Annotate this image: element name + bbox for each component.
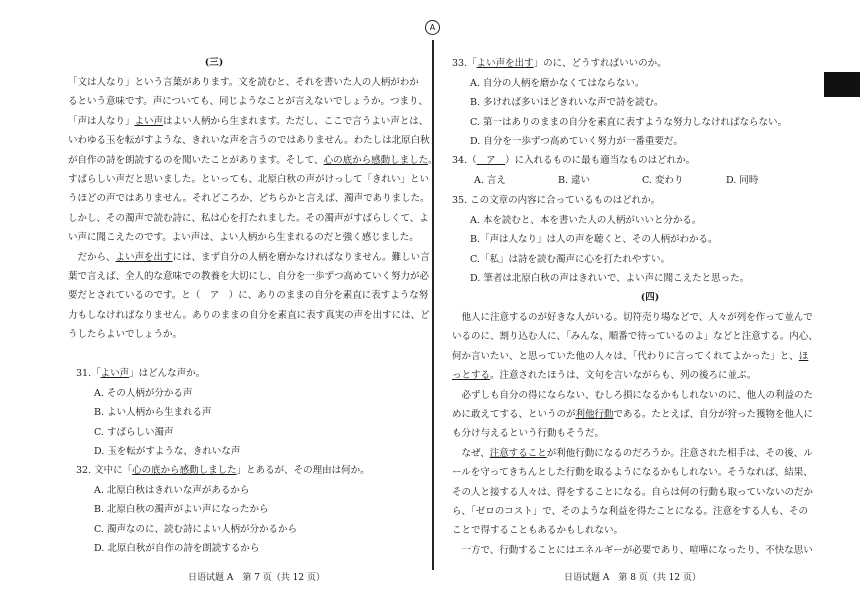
text-segment: 。 — [428, 154, 438, 166]
answer-option[interactable]: B. 北原白秋の濁声がよい声になったから — [94, 504, 269, 515]
passage-line: うしたらよいでしょうか。 — [68, 329, 183, 341]
answer-option[interactable]: B.「声は人なり」は人の声を聴くと、その人柄がわかる。 — [470, 234, 718, 245]
passage-line: 「文は人なり」という言葉があります。文を読むと、それを書いた人の人柄がわか — [68, 77, 419, 88]
text-segment: 35. この文章の内容に合っているものはどれか。 — [452, 195, 661, 206]
page-footer-left: 日语试题 A 第 7 页（共 12 页） — [188, 573, 325, 583]
passage-line — [68, 152, 438, 166]
question-stem — [452, 192, 660, 206]
passage-line: すばらしい声だと思いました。といっても、北原白秋の声がけっして「きれい」とい — [68, 174, 430, 185]
question-stem — [452, 55, 667, 69]
passage-line: 一方で、行動することにはエネルギーが必要であり、喧嘩になったり、不快な思い — [452, 544, 813, 556]
underlined-phrase: ほ — [798, 350, 809, 362]
answer-option[interactable]: D. 北原白秋が自作の詩を朗読するから — [94, 543, 260, 554]
text-segment: である。たとえば、自分が狩った獲物を他人に — [613, 409, 814, 420]
underlined-phrase: よい声 — [100, 368, 130, 379]
column-divider — [432, 40, 434, 570]
text-segment: には、まず自分の人柄を磨かなければなりません。難しい言 — [172, 251, 430, 263]
passage-line: いわゆる玉を転がすような、きれいな声を言うのではありません。わたしは北原白秋 — [68, 135, 430, 147]
text-segment: めに敢えてする、というのが — [452, 409, 576, 420]
text-segment: が利他行動になるのだろうか。注意された相手は、その後、ル — [546, 447, 813, 459]
passage-line: ことで得することもあるかもしれない。 — [452, 525, 624, 537]
answer-option[interactable]: D. 玉を転がすような、きれいな声 — [94, 446, 241, 457]
passage-line: ら、「ゼロのコスト」で、そのような利益を得たことになる。注意をする人も、その — [452, 506, 809, 517]
passage-line: その人と接する人々は、得をすることになる。自らは何の行動も取っていないのだか — [452, 486, 814, 498]
answer-option[interactable]: A. 北原白秋はきれいな声があるから — [94, 485, 250, 496]
answer-option[interactable]: C. 第一はありのままの自分を素直に表すような努力しなければならない。 — [470, 117, 787, 128]
answer-option[interactable]: B. 多ければ多いほどきれいな声で詩を読む。 — [470, 97, 664, 108]
passage-line: 他人に注意するのが好きな人がいる。切符売り場などで、人々が列を作って並んで — [452, 312, 813, 323]
answer-option[interactable]: C. 濁声なのに、読む詩によい人柄が分かるから — [94, 524, 297, 535]
underlined-phrase: ア — [476, 155, 506, 166]
passage-line — [68, 249, 430, 263]
passage-line — [68, 113, 428, 127]
underlined-phrase: 心の底から感動しました — [323, 154, 429, 166]
passage-line: 要だとされているのです。と（ ア ）に、ありのままの自分を素直に表すような努 — [68, 290, 429, 302]
answer-option[interactable]: A. その人柄が分かる声 — [94, 388, 193, 399]
text-segment: 「声は人なり」 — [68, 115, 135, 127]
question-stem — [76, 462, 370, 476]
text-segment: だから、 — [68, 251, 116, 263]
passage-line — [452, 445, 813, 459]
section-title-4: (四) — [640, 292, 660, 303]
answer-option[interactable]: B. 違い — [558, 175, 591, 186]
answer-option[interactable]: D. 自分を一歩ずつ高めていく努力が一番重要だ。 — [470, 136, 683, 147]
underlined-phrase: 利他行動 — [575, 409, 614, 420]
passage-line: いるのに、割り込む人に、「みんな、順番で待っているのよ」などと注意する。内心、 — [452, 331, 818, 343]
text-segment: なぜ、 — [452, 447, 490, 459]
paper-version-mark: A — [425, 20, 440, 35]
text-segment: 」のに、どうすればいいのか。 — [533, 58, 667, 69]
text-segment: が自作の詩を朗読するのを聞いたことがあります。そして、 — [68, 154, 324, 166]
underlined-phrase: 心の底から感動しました — [132, 465, 237, 476]
text-segment: 」とあるが、その理由は何か。 — [236, 465, 370, 476]
section-title-3: (三) — [204, 57, 224, 68]
passage-line — [452, 348, 808, 362]
text-segment: 」はどんな声か。 — [129, 368, 206, 379]
passage-line: 必ずしも自分の得にならない、むしろ損になるかもしれないのに、他人の利益のた — [452, 389, 814, 401]
page-footer-right: 日语试题 A 第 8 页（共 12 页） — [564, 573, 701, 583]
passage-line: しかし、その濁声で読む詩に、私は心を打たれました。その濁声がすばらしくて、よ — [68, 212, 429, 224]
question-stem — [76, 365, 205, 379]
underlined-phrase: 注意すること — [489, 447, 547, 459]
answer-option[interactable]: A. 自分の人柄を磨かなくてはならない。 — [470, 78, 645, 89]
underlined-phrase: よい声 — [134, 115, 164, 127]
passage-line: 葉で言えば、全人的な意味での教養を大切にし、自分を一歩ずつ高めていく努力が必 — [68, 271, 430, 282]
answer-option[interactable]: C. すばらしい濁声 — [94, 427, 174, 438]
underlined-phrase: よい声を出す — [476, 58, 534, 69]
passage-line: も分け与えるという行動もそうだ。 — [452, 428, 605, 440]
passage-line — [452, 406, 813, 420]
answer-option[interactable]: A. 本を読むと、本を書いた人の人柄がいいと分かる。 — [470, 215, 702, 226]
text-segment: ）に入れるものに最も適当なものはどれか。 — [505, 155, 696, 166]
text-segment: はよい人柄から生まれます。ただし、ここで言うよい声とは、 — [163, 115, 429, 127]
answer-option[interactable]: D. 同時 — [726, 175, 759, 186]
answer-option[interactable]: C. 変わり — [642, 175, 684, 186]
underlined-phrase: よい声を出す — [115, 251, 173, 263]
text-segment: 34.（ — [452, 155, 477, 166]
answer-option[interactable]: A. 言え — [474, 175, 506, 186]
text-segment: 32. 文中に「 — [76, 465, 133, 476]
text-segment: 。注意されたほうは、文句を言いながらも、列の後ろに並ぶ。 — [490, 370, 757, 382]
passage-line — [452, 367, 756, 381]
answer-option[interactable]: B. よい人柄から生まれる声 — [94, 407, 212, 418]
passage-line: ールを守ってきちんとした行動を取るようになるかもしれない。そうなれば、結果、 — [452, 467, 813, 479]
right-page — [440, 0, 860, 609]
text-segment: 何か言いたい、と思っていた他の人々は、「代わりに言ってくれてよかった」と、 — [452, 350, 799, 362]
passage-line: るという意味です。声についても、同じようなことが言えないでしょうか。つまり、 — [68, 96, 429, 108]
answer-option[interactable]: D. 筆者は北原白秋の声はきれいで、よい声に聞こえたと思った。 — [470, 273, 750, 284]
passage-line: うほどの声ではありません。それどころか、どちらかと言えば、濁声でありました。 — [68, 193, 430, 205]
answer-option[interactable]: C.「私」は詩を読む濁声に心を打たれやすい。 — [470, 254, 670, 265]
text-segment: 33.「 — [452, 58, 477, 69]
passage-line: い声に聞こえたのです。よい声は、よい人柄から生まれるのだと強く感じました。 — [68, 232, 419, 244]
passage-line: 力もしなければなりません。ありのままの自分を素直に表す真実の声を出すには、ど — [68, 309, 430, 321]
underlined-phrase: っとする — [452, 370, 491, 382]
question-stem — [452, 152, 695, 166]
text-segment: 31.「 — [76, 368, 101, 379]
